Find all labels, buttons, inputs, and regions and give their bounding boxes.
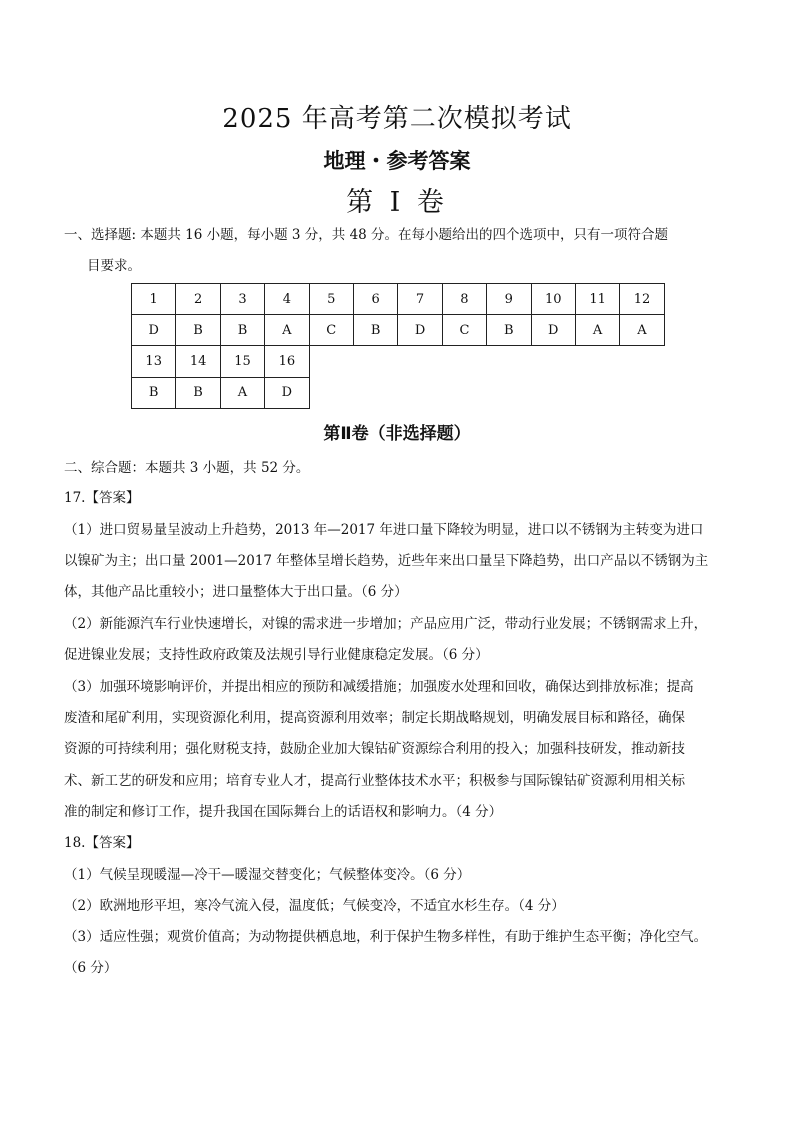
q17-line: 体，其他产品比重较小；进口量整体大于出口量。（6 分） [64,584,408,600]
question-number: 1 [132,284,176,315]
question-number: 7 [398,284,442,315]
q17-line: （1）进口贸易量呈波动上升趋势，2013 年—2017 年进口量下降较为明显，进口以不锈钢为主转变为进口 [64,522,704,538]
volume-2-heading: 第Ⅱ卷（非选择题） [323,424,471,444]
question-number: 6 [353,284,397,315]
answer-cell: B [132,377,176,408]
answer-cell: B [353,315,397,346]
q17-line: 促进镍业发展；支持性政府政策及法规引导行业健康稳定发展。（6 分） [64,647,489,663]
question-number: 14 [176,346,220,377]
q18-line: （2）欧洲地形平坦，寒冷气流入侵，温度低；气候变冷，不适宜水杉生存。（4 分） [64,898,565,914]
part1-intro-line1: 一、选择题: 本题共 16 小题，每小题 3 分，共 48 分。在每小题给出的四个选项中，只有一项符合题 [64,227,669,243]
q17-line: 术、新工艺的研发和应用；培育专业人才，提高行业整体技术水平；积极参与国际镍钴矿资源利用相关标 [64,773,685,789]
q17-line: （2）新能源汽车行业快速增长，对镍的需求进一步增加；产品应用广泛，带动行业发展；不锈钢需求上升， [64,616,708,632]
answer-cell: B [487,315,531,346]
q17-label: 17.【答案】 [64,490,140,506]
question-number-row-1 [132,284,665,315]
answer-cell: B [176,377,220,408]
question-number: 9 [487,284,531,315]
exam-title: 2025 年高考第二次模拟考试 [222,104,572,134]
answer-row-1 [132,315,665,346]
question-number: 16 [265,346,309,377]
answer-cell: D [398,315,442,346]
q17-line: 以镍矿为主；出口量 2001—2017 年整体呈增长趋势，近些年来出口量呈下降趋势，出口产品以不锈钢为主 [64,553,709,569]
q17-line: （3）加强环境影响评价，并提出相应的预防和减缓措施；加强废水处理和回收，确保达到排放标准；提高 [64,679,694,695]
answer-cell: A [620,315,664,346]
answer-cell: C [309,315,353,346]
table-blank [309,346,664,377]
question-number: 3 [220,284,264,315]
question-number: 11 [575,284,619,315]
answer-row-2 [132,377,665,408]
q18-label: 18.【答案】 [64,835,140,851]
answer-cell: D [531,315,575,346]
answer-cell: D [132,315,176,346]
answer-cell: A [575,315,619,346]
answer-cell: D [265,377,309,408]
question-number: 15 [220,346,264,377]
answer-cell: A [265,315,309,346]
part2-intro: 二、综合题：本题共 3 小题，共 52 分。 [64,460,310,476]
q17-line: 准的制定和修订工作，提升我国在国际舞台上的话语权和影响力。（4 分） [64,804,503,820]
table-blank [309,377,664,408]
question-number: 4 [265,284,309,315]
subject-subtitle: 地理・参考答案 [323,149,471,173]
q18-line: （6 分） [64,960,118,976]
question-number: 13 [132,346,176,377]
question-number: 2 [176,284,220,315]
volume-1-heading: 第 I 卷 [346,187,448,218]
q18-line: （3）适应性强；观赏价值高；为动物提供栖息地，利于保护生物多样性，有助于维护生态平衡；净化空气。 [64,929,708,945]
q18-line: （1）气候呈现暖湿—冷干—暖湿交替变化；气候整体变冷。（6 分） [64,867,471,883]
part1-intro-line2: 目要求。 [87,258,141,274]
answer-cell: B [220,315,264,346]
question-number: 12 [620,284,664,315]
answer-table [131,283,665,409]
answer-cell: C [442,315,486,346]
q17-line: 资源的可持续利用；强化财税支持，鼓励企业加大镍钴矿资源综合利用的投入；加强科技研发，推动新技 [64,741,685,757]
q17-line: 废渣和尾矿利用，实现资源化利用，提高资源利用效率；制定长期战略规划，明确发展目标和路径，确保 [64,710,685,726]
question-number: 8 [442,284,486,315]
answer-cell: A [220,377,264,408]
question-number: 10 [531,284,575,315]
question-number-row-2 [132,346,665,377]
question-number: 5 [309,284,353,315]
answer-cell: B [176,315,220,346]
